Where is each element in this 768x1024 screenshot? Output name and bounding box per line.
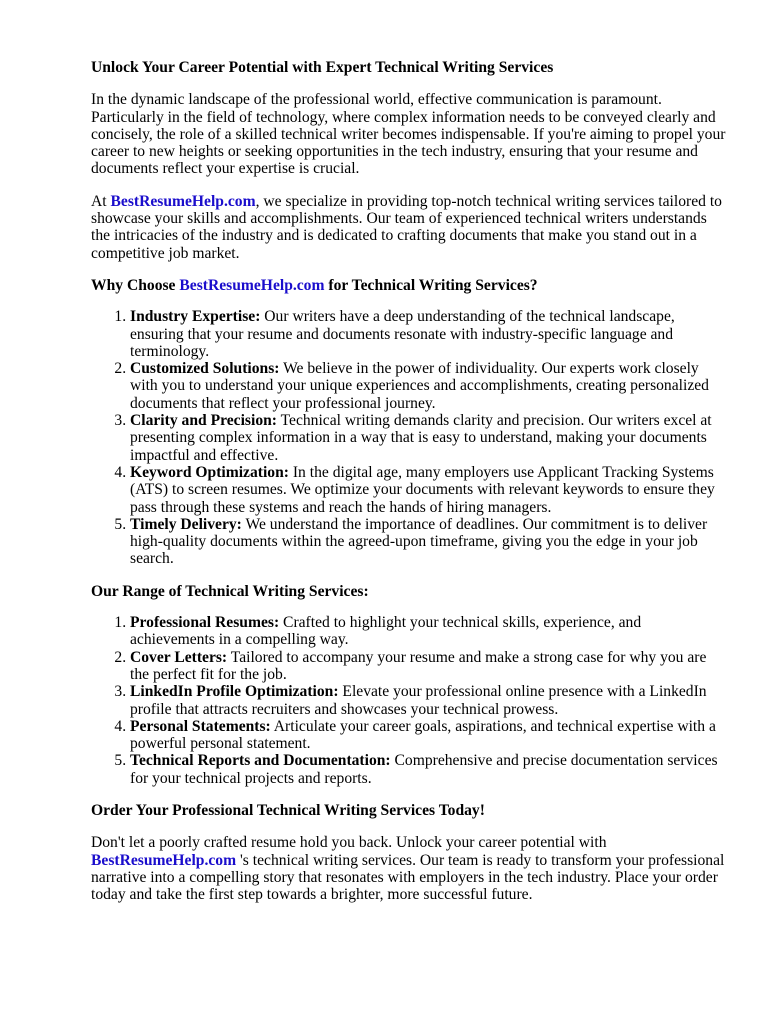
about-prefix: At [91,192,111,210]
order-suffix: 's technical writing services. Our team is ready to transform your professional narrative into a compelling story that resonates with employers in the tech industry. Place your order today and take the first step towards a brighter, more successful future. [91,851,725,904]
list-item [130,308,728,360]
list-item-text: We believe in the power of individuality. Our experts work closely with you to understand your unique experiences and accomplishments, creating personalized documents that reflect your professional journey. [130,360,709,412]
list-item [130,718,728,753]
order-link[interactable]: BestResumeHelp.com [91,851,237,869]
page-title: Unlock Your Career Potential with Expert Technical Writing Services [91,59,554,76]
why-heading-suffix: for Technical Writing Services? [328,276,538,294]
bestresumehelp-link[interactable]: BestResumeHelp.com [110,192,256,210]
list-item [130,464,728,516]
order-prefix: Don't let a poorly crafted resume hold you back. Unlock your career potential with [91,834,607,852]
list-item-text: Technical writing demands clarity and precision. Our writers excel at presenting complex information in a way that is easy to understand, making your documents impactful and effective. [130,412,712,464]
list-item-label: LinkedIn Profile Optimization: [130,683,339,701]
list-item-label: Customized Solutions: [130,360,280,378]
why-heading-link[interactable]: BestResumeHelp.com [179,276,325,294]
list-item-label: Cover Letters: [130,648,228,666]
list-item-text: Elevate your professional online presence with a LinkedIn profile that attracts recruiters and showcases your technical prowess. [130,683,707,718]
list-item [130,614,728,649]
about-paragraph [91,193,728,262]
list-item-label: Timely Delivery: [130,515,242,533]
order-paragraph [91,834,728,903]
list-item-label: Technical Reports and Documentation: [130,752,391,770]
list-item-text: We understand the importance of deadlines. Our commitment is to deliver high-quality documents within the agreed-upon timeframe, giving you the edge in your job search. [130,515,708,568]
intro-paragraph: In the dynamic landscape of the professional world, effective communication is paramount. Particularly in the field of technology, where complex information needs to be conveyed clearly and concisely, the role of a skilled technical writer becomes indispensable. If you're aiming to propel your career to new heights or seeking opportunities in the tech industry, ensuring that your resume and documents reflect your expertise is crucial. [91,91,726,178]
list-item-text: Crafted to highlight your technical skills, experience, and achievements in a compelling way. [130,614,642,649]
list-item-text: Tailored to accompany your resume and make a strong case for why you are the perfect fit for the job. [130,648,707,683]
list-item [130,752,728,787]
list-item [130,683,728,718]
list-item-label: Industry Expertise: [130,308,261,326]
why-choose-heading [91,277,728,294]
list-item [130,516,728,568]
list-item-label: Keyword Optimization: [130,463,289,481]
list-item [130,649,728,684]
list-item-text: Articulate your career goals, aspirations, and technical expertise with a powerful personal statement. [130,717,716,753]
list-item-text: In the digital age, many employers use Applicant Tracking Systems (ATS) to screen resumes. We optimize your documents with relevant keywords to ensure they pass through these systems and reach the hands of hiring managers. [130,463,715,516]
list-item-text: Our writers have a deep understanding of the technical landscape, ensuring that your resume and documents resonate with industry-specific language and terminology. [130,308,675,360]
list-item-label: Clarity and Precision: [130,412,277,430]
list-item-label: Personal Statements: [130,717,271,735]
range-heading: Our Range of Technical Writing Services: [91,582,369,600]
range-list [91,614,728,787]
list-item-text: Comprehensive and precise documentation services for your technical projects and reports. [130,752,718,787]
order-heading: Order Your Professional Technical Writing Services Today! [91,801,485,819]
why-heading-prefix: Why Choose [91,276,180,294]
why-choose-list [91,308,728,567]
about-text: , we specialize in providing top-notch technical writing services tailored to showcase your skills and accomplishments. Our team of experienced technical writers understands the intricacies of the industry and is dedicated to crafting documents that make you stand out in a competitive job market. [91,192,722,262]
list-item-label: Professional Resumes: [130,614,280,632]
list-item [130,412,728,464]
list-item [130,360,728,412]
